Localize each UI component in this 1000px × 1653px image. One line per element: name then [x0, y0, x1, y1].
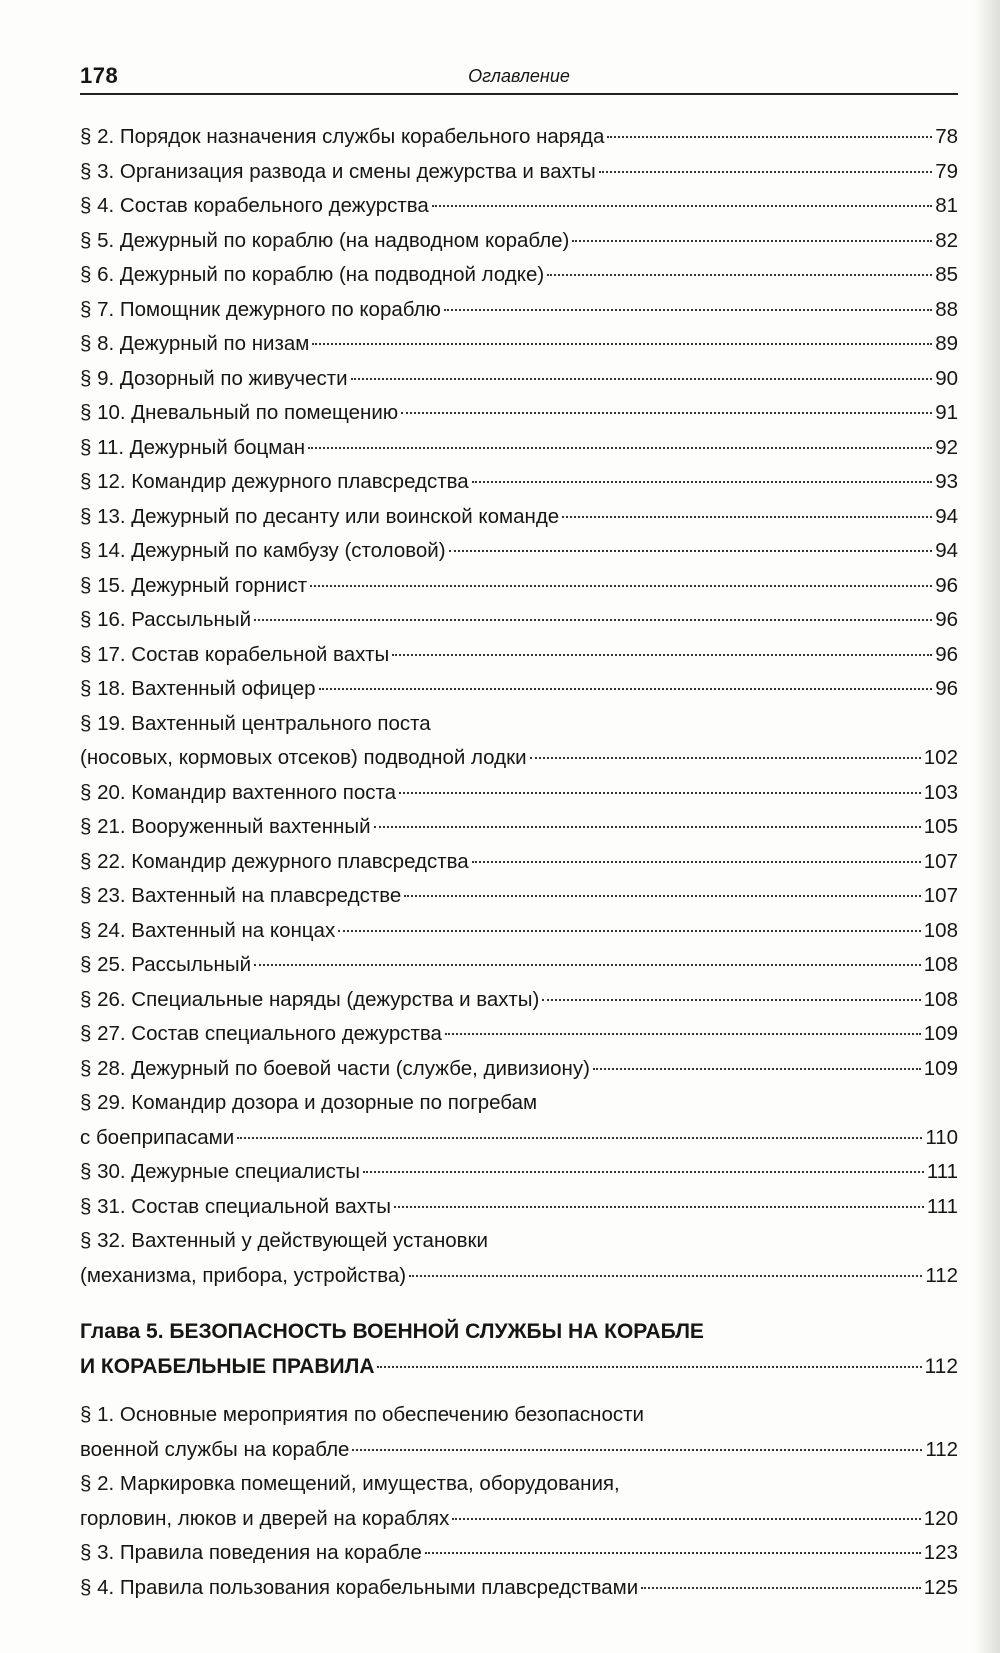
toc-entry-s8[interactable]	[80, 327, 958, 362]
toc-entry-s30[interactable]	[80, 1155, 958, 1190]
toc-entry-title: § 10. Дневальный по помещению	[80, 401, 399, 424]
toc-page-number: 85	[935, 263, 958, 286]
toc-entry-s17[interactable]	[80, 638, 958, 673]
dot-leader	[641, 1587, 921, 1589]
toc-entry-s31[interactable]	[80, 1190, 958, 1225]
toc-entry-title: § 22. Командир дежурного плавсредства	[80, 849, 469, 873]
toc-chapter-5[interactable]	[80, 1315, 958, 1384]
toc-entry-s6[interactable]	[80, 258, 958, 293]
dot-leader	[394, 1206, 924, 1208]
toc-page-number: 125	[923, 1575, 958, 1599]
toc-page-number: 112	[925, 1437, 958, 1461]
toc-entry-s3[interactable]	[80, 155, 958, 190]
toc-entry-title-line1: § 19. Вахтенный центрального поста	[80, 711, 431, 735]
toc-page-number: 112	[924, 1354, 958, 1378]
toc-page-number: 94	[935, 539, 958, 562]
toc-entry-s26[interactable]	[80, 983, 958, 1018]
toc-entry-title: § 28. Дежурный по боевой части (службе, дивизиону)	[80, 1056, 590, 1080]
toc-entry-title: § 15. Дежурный горнист	[80, 573, 308, 597]
toc-page-number: 109	[923, 1022, 958, 1045]
toc-page-number: 81	[935, 194, 958, 217]
toc-entry-title: § 26. Специальные наряды (дежурства и вахты)	[80, 987, 540, 1011]
toc-entry-title: § 3. Правила поведения на корабле	[80, 1541, 422, 1564]
dot-leader	[237, 1137, 922, 1139]
chapter-title-line1: Глава 5. БЕЗОПАСНОСТЬ ВОЕННОЙ СЛУЖБЫ НА КОРАБЛЕ	[80, 1320, 704, 1343]
dot-leader	[399, 792, 921, 794]
page-edge-shadow	[974, 0, 1000, 1653]
toc-entry-s5[interactable]	[80, 224, 958, 259]
toc-entry-s10[interactable]	[80, 396, 958, 431]
dot-leader	[444, 309, 932, 311]
dot-leader	[452, 1518, 920, 1520]
toc-entry-s4[interactable]	[80, 189, 958, 224]
chapter-title-line2: И КОРАБЕЛЬНЫЕ ПРАВИЛА	[80, 1354, 375, 1378]
page-header	[80, 60, 958, 95]
toc-entry-title: § 7. Помощник дежурного по кораблю	[80, 297, 441, 321]
toc-entry-title: § 30. Дежурные специалисты	[80, 1160, 360, 1183]
dot-leader	[445, 1033, 921, 1035]
toc-page-number: 109	[923, 1056, 958, 1080]
dot-leader	[319, 688, 933, 690]
toc-entry-c2[interactable]	[80, 1467, 958, 1536]
toc-entry-s25[interactable]	[80, 948, 958, 983]
toc-entry-title-line1: § 32. Вахтенный у действующей установки	[80, 1229, 488, 1252]
toc-entry-s7[interactable]	[80, 293, 958, 328]
dot-leader	[377, 1366, 921, 1368]
toc-entry-c1[interactable]	[80, 1398, 958, 1467]
toc-page-number: 96	[935, 642, 958, 666]
toc-page-number: 94	[935, 504, 958, 528]
dot-leader	[254, 964, 921, 966]
toc-entry-s13[interactable]	[80, 500, 958, 535]
toc-page-number: 92	[935, 435, 958, 459]
dot-leader	[374, 826, 921, 828]
toc-entry-s28[interactable]	[80, 1052, 958, 1087]
toc-page-number: 96	[935, 677, 958, 700]
dot-leader	[308, 447, 932, 449]
toc-page-number: 108	[923, 918, 958, 942]
dot-leader	[607, 136, 932, 138]
toc-page-number: 105	[923, 815, 958, 838]
toc-page-number: 93	[935, 470, 958, 493]
toc-entry-title-line1: § 1. Основные мероприятия по обеспечению безопасности	[80, 1403, 644, 1426]
toc-entry-title: § 31. Состав специальной вахты	[80, 1194, 391, 1218]
dot-leader	[530, 757, 921, 759]
toc-page-number: 107	[923, 849, 958, 873]
toc-entry-c4[interactable]	[80, 1571, 958, 1606]
dot-leader	[310, 585, 932, 587]
dot-leader	[351, 378, 933, 380]
toc-page-number: 108	[923, 987, 958, 1011]
dot-leader	[352, 1449, 922, 1451]
toc-entry-s12[interactable]	[80, 465, 958, 500]
toc-page-number: 79	[935, 159, 958, 183]
toc-entry-title-line1: § 29. Командир дозора и дозорные по погребам	[80, 1091, 538, 1114]
toc-page-number: 112	[925, 1263, 958, 1287]
toc-page-number: 111	[926, 1160, 958, 1183]
toc-page-number: 89	[935, 332, 958, 355]
dot-leader	[312, 343, 932, 345]
dot-leader	[392, 654, 932, 656]
toc-entry-title-line1: § 2. Маркировка помещений, имущества, оборудования,	[80, 1472, 620, 1495]
toc-entry-title: § 9. Дозорный по живучести	[80, 366, 348, 390]
dot-leader	[401, 412, 932, 414]
toc-page-number: 123	[923, 1541, 958, 1564]
running-head: Оглавление	[468, 66, 570, 86]
toc-entry-title: § 4. Состав корабельного дежурства	[80, 194, 429, 217]
toc-entry-s18[interactable]	[80, 672, 958, 707]
toc-entry-title-line2: с боеприпасами	[80, 1125, 235, 1149]
dot-leader	[599, 171, 932, 173]
toc-entry-title: § 18. Вахтенный офицер	[80, 677, 316, 700]
toc-entry-title: § 6. Дежурный по кораблю (на подводной лодке)	[80, 263, 545, 286]
toc-entry-title-line2: военной службы на корабле	[80, 1437, 350, 1461]
toc-entry-title: § 4. Правила пользования корабельными плавсредствами	[80, 1575, 639, 1599]
toc-entry-s14[interactable]	[80, 534, 958, 569]
toc-page-number: 88	[935, 297, 958, 321]
toc-page-number: 120	[923, 1506, 958, 1530]
toc-entry-s16[interactable]	[80, 603, 958, 638]
toc-page-number: 91	[935, 401, 958, 424]
toc-entry-s24[interactable]	[80, 914, 958, 949]
dot-leader	[547, 274, 932, 276]
toc-entry-s20[interactable]	[80, 776, 958, 811]
page-number: 178	[80, 63, 119, 88]
toc-entry-title: § 21. Вооруженный вахтенный	[80, 815, 371, 838]
toc-entry-title-line2: горловин, люков и дверей на кораблях	[80, 1506, 450, 1530]
dot-leader	[409, 1275, 922, 1277]
toc-page-number: 82	[935, 228, 958, 252]
toc-entry-title: § 5. Дежурный по кораблю (на надводном корабле)	[80, 228, 570, 252]
toc-entry-title-line2: (механизма, прибора, устройства)	[80, 1263, 407, 1287]
dot-leader	[338, 930, 921, 932]
toc-entry-title: § 3. Организация развода и смены дежурства и вахты	[80, 159, 596, 183]
toc-entry-title: § 12. Командир дежурного плавсредства	[80, 470, 469, 493]
toc-entry-s23[interactable]	[80, 879, 958, 914]
toc-page-number: 90	[935, 366, 958, 390]
toc-entry-title: § 17. Состав корабельной вахты	[80, 642, 390, 666]
dot-leader	[472, 481, 932, 483]
toc-entry-c3[interactable]	[80, 1536, 958, 1571]
dot-leader	[593, 1068, 921, 1070]
dot-leader	[254, 619, 932, 621]
toc-entry-title: § 11. Дежурный боцман	[80, 435, 306, 459]
dot-leader	[562, 516, 932, 518]
toc-page-number: 102	[923, 746, 958, 769]
toc-entry-s11[interactable]	[80, 431, 958, 466]
toc-entry-s15[interactable]	[80, 569, 958, 604]
toc-page-number: 107	[923, 884, 958, 907]
toc-entry-title: § 27. Состав специального дежурства	[80, 1022, 442, 1045]
toc-entry-s22[interactable]	[80, 845, 958, 880]
toc-page-number: 96	[935, 573, 958, 597]
toc-entry-title: § 25. Рассыльный	[80, 953, 252, 976]
toc-entry-title: § 13. Дежурный по десанту или воинской команде	[80, 504, 560, 528]
dot-leader	[425, 1552, 921, 1554]
toc-entry-title: § 23. Вахтенный на плавсредстве	[80, 884, 402, 907]
toc-entry-title: § 8. Дежурный по низам	[80, 332, 310, 355]
toc-entry-s19[interactable]	[80, 707, 958, 776]
dot-leader	[449, 550, 933, 552]
table-of-contents	[80, 120, 958, 1605]
dot-leader	[432, 205, 932, 207]
toc-entry-s2[interactable]	[80, 120, 958, 155]
dot-leader	[572, 240, 932, 242]
toc-entry-title: § 14. Дежурный по камбузу (столовой)	[80, 539, 446, 562]
toc-entry-title: § 24. Вахтенный на концах	[80, 918, 336, 942]
toc-page-number: 103	[923, 780, 958, 804]
toc-entry-s32[interactable]	[80, 1224, 958, 1293]
dot-leader	[472, 861, 921, 863]
toc-page-number: 110	[925, 1125, 958, 1149]
dot-leader	[363, 1171, 924, 1173]
toc-page-number: 96	[935, 608, 958, 631]
dot-leader	[542, 999, 921, 1001]
toc-page-number: 108	[923, 953, 958, 976]
toc-entry-title: § 20. Командир вахтенного поста	[80, 780, 397, 804]
toc-entry-s21[interactable]	[80, 810, 958, 845]
toc-page-number: 111	[926, 1194, 958, 1218]
toc-entry-s9[interactable]	[80, 362, 958, 397]
toc-entry-s29[interactable]	[80, 1086, 958, 1155]
toc-entry-title: § 16. Рассыльный	[80, 608, 252, 631]
toc-entry-title: § 2. Порядок назначения службы корабельного наряда	[80, 125, 605, 148]
toc-entry-s27[interactable]	[80, 1017, 958, 1052]
toc-page-number: 78	[935, 125, 958, 148]
toc-entry-title-line2: (носовых, кормовых отсеков) подводной лодки	[80, 746, 527, 769]
dot-leader	[404, 895, 921, 897]
